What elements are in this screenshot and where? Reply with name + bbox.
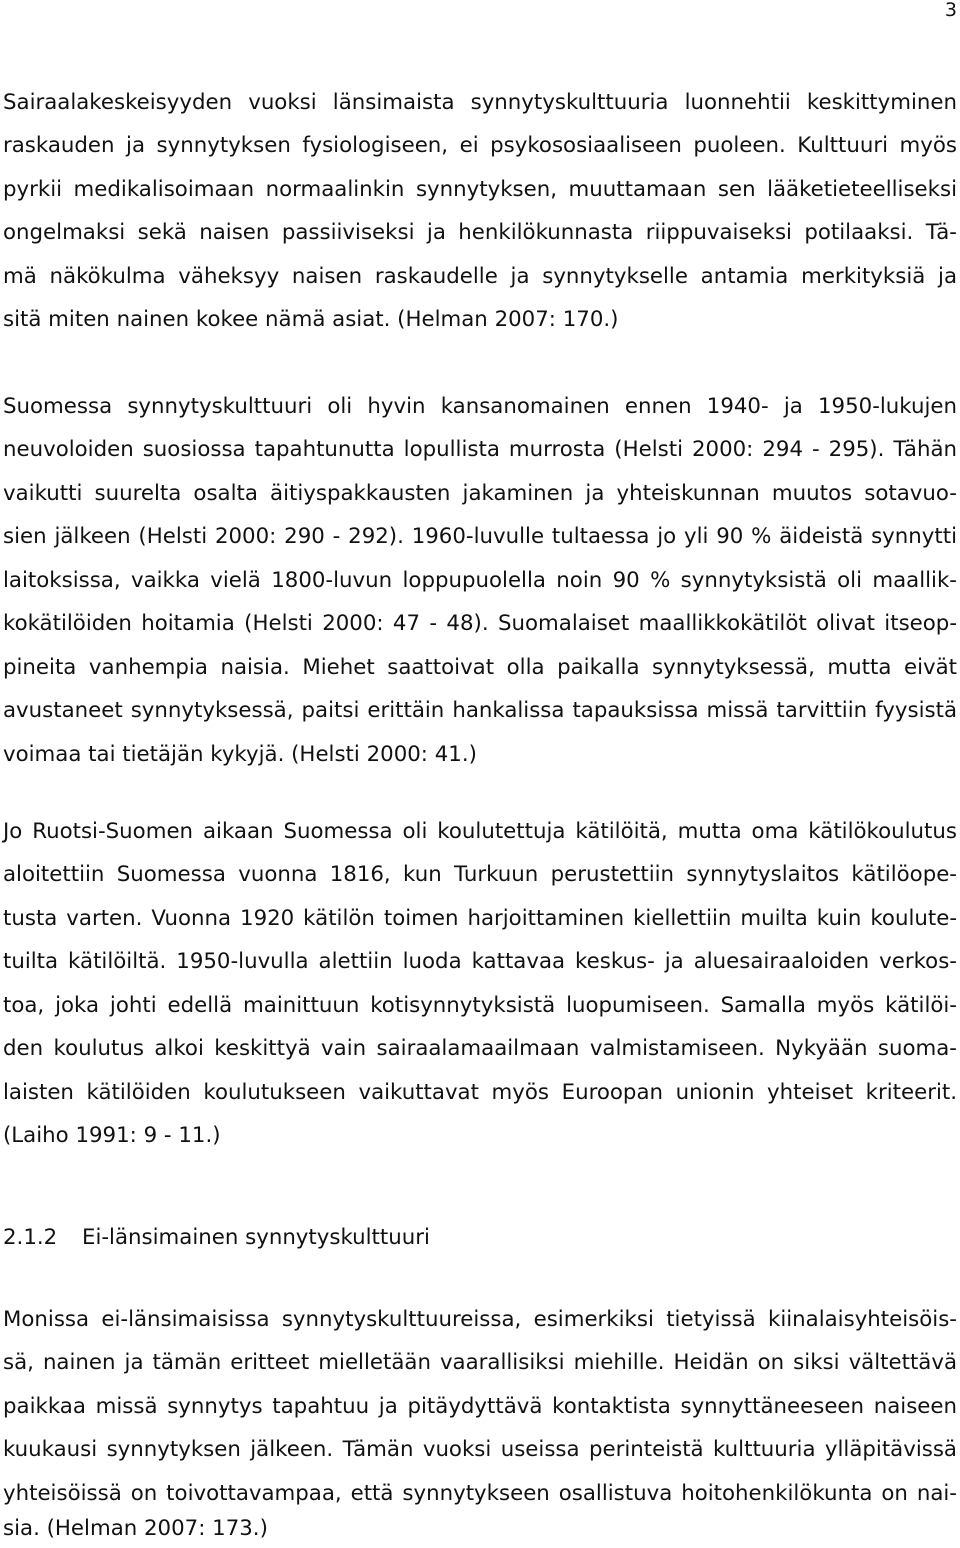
text-line: laitoksissa, vaikka vielä 1800-luvun loppupuolella noin 90 % synnytyksistä oli maallik-	[3, 568, 957, 593]
text-line: toa, joka johti edellä mainittuun kotisynnytyksistä luopumiseen. Samalla myös kätilöi-	[3, 993, 957, 1018]
text-line: ongelmaksi sekä naisen passiiviseksi ja henkilökunnasta riippuvaiseksi potilaaksi. Tä-	[3, 220, 957, 245]
section-title: Ei-länsimainen synnytyskulttuuri	[82, 1225, 430, 1250]
text-line: laisten kätilöiden koulutukseen vaikuttavat myös Euroopan unionin yhteiset kriteerit.	[3, 1080, 957, 1105]
text-line: pineita vanhempia naisia. Miehet saattoivat olla paikalla synnytyksessä, mutta eivät	[3, 655, 957, 680]
text-line: Jo Ruotsi-Suomen aikaan Suomessa oli koulutettuja kätilöitä, mutta oma kätilökoulutus	[3, 819, 957, 844]
page-number: 3	[944, 0, 957, 21]
text-line: vaikutti suurelta osalta äitiyspakkausten jakaminen ja yhteiskunnan muutos sotavuo-	[3, 481, 957, 506]
text-line: Monissa ei-länsimaisissa synnytyskulttuureissa, esimerkiksi tietyissä kiinalaisyhteisöis-	[3, 1307, 957, 1332]
text-line: Sairaalakeskeisyyden vuoksi länsimaista synnytyskulttuuria luonnehtii keskittyminen	[3, 90, 957, 115]
text-line: raskauden ja synnytyksen fysiologiseen, ei psykososiaaliseen puoleen. Kulttuuri myös	[3, 133, 957, 158]
text-line: den koulutus alkoi keskittyä vain sairaalamaailmaan valmistamiseen. Nykyään suoma-	[3, 1036, 957, 1061]
text-line: tuilta kätilöiltä. 1950-luvulla alettiin luoda kattavaa keskus- ja aluesairaaloiden verkos-	[3, 949, 957, 974]
text-line: (Laiho 1991: 9 - 11.)	[3, 1123, 221, 1148]
text-line: sia. (Helman 2007: 173.)	[3, 1516, 268, 1541]
text-line: kokätilöiden hoitamia (Helsti 2000: 47 - 48). Suomalaiset maallikkokätilöt olivat itseop-	[3, 611, 957, 636]
text-line: voimaa tai tietäjän kykyjä. (Helsti 2000: 41.)	[3, 742, 477, 767]
text-line: Suomessa synnytyskulttuuri oli hyvin kansanomainen ennen 1940- ja 1950-lukujen	[3, 394, 957, 419]
text-line: neuvoloiden suosiossa tapahtunutta lopullista murrosta (Helsti 2000: 294 - 295). Tähän	[3, 437, 957, 462]
text-line: tusta varten. Vuonna 1920 kätilön toimen harjoittaminen kiellettiin muilta kuin koulute-	[3, 906, 957, 931]
text-line: sien jälkeen (Helsti 2000: 290 - 292). 1960-luvulle tultaessa jo yli 90 % äideistä synnytti	[3, 524, 957, 549]
text-line: sitä miten nainen kokee nämä asiat. (Helman 2007: 170.)	[3, 307, 619, 332]
text-line: kuukausi synnytyksen jälkeen. Tämän vuoksi useissa perinteistä kulttuuria ylläpitävissä	[3, 1437, 957, 1462]
text-line: pyrkii medikalisoimaan normaalinkin synnytyksen, muuttamaan sen lääketieteelliseksi	[3, 177, 957, 202]
text-line: mä näkökulma väheksyy naisen raskaudelle ja synnytykselle antamia merkityksiä ja	[3, 264, 957, 289]
text-line: avustaneet synnytyksessä, paitsi erittäin hankalissa tapauksissa missä tarvittiin fyysistä	[3, 698, 957, 723]
text-line: paikkaa missä synnytys tapahtuu ja pitäydyttävä kontaktista synnyttäneeseen naiseen	[3, 1394, 957, 1419]
section-number: 2.1.2	[3, 1225, 58, 1250]
text-line: yhteisöissä on toivottavampaa, että synnytykseen osallistuva hoitohenkilökunta on nai-	[3, 1481, 957, 1506]
text-line: sä, nainen ja tämän eritteet mielletään vaarallisiksi miehille. Heidän on siksi vältettävä	[3, 1350, 957, 1375]
text-line: aloitettiin Suomessa vuonna 1816, kun Turkuun perustettiin synnytyslaitos kätilöope-	[3, 862, 957, 887]
